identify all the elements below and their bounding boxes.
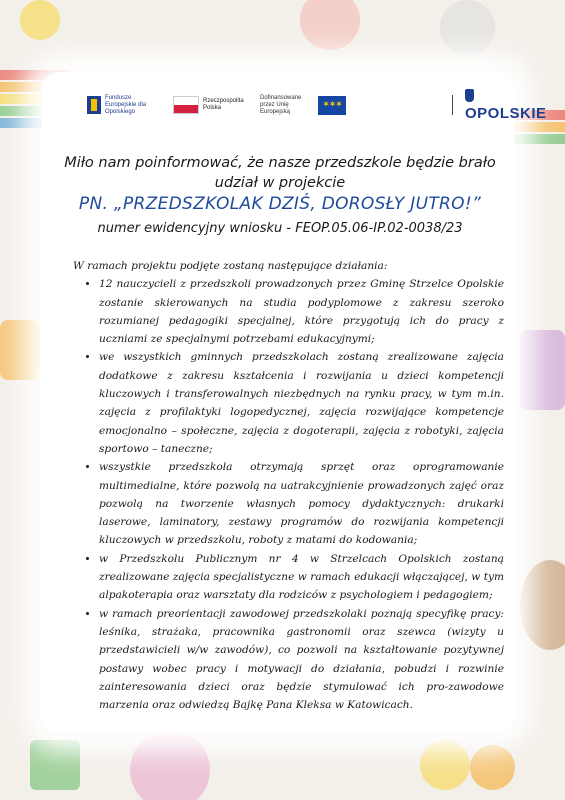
list-item: • we wszystkich gminnych przedszkolach zostaną zrealizowane zajęcia dodatkowe z zakresu kształcenia i rozwijania u dzieci kompetencji kluczowych i transferowalnych niezbędnych na rynku pracy, w tym m.in. zajęcia z profilaktyki logopedycznej, zajęcia rozwijające kompetencje emocjonalno – społeczne, zajęcia z dogoterapii, zajęcia z robotyki, zajęcia sportowo – taneczne; — [99, 348, 504, 458]
rp-logo-text: Rzeczpospolita Polska — [203, 98, 244, 111]
logo-bar — [87, 90, 547, 122]
activities-section — [73, 257, 504, 714]
fe-logo — [87, 90, 157, 120]
toy-orange — [420, 740, 470, 790]
eu-flag-icon: ✶✶✶ — [318, 96, 346, 115]
intro-text: Miło nam poinformować, że nasze przedszkole będzie brało udział w projekcie — [64, 155, 496, 191]
project-title: PN. „PRZEDSZKOLAK DZIŚ, DOROSŁY JUTRO!” — [78, 194, 482, 214]
toy-stripe — [505, 122, 565, 132]
eu-logo — [260, 90, 346, 120]
opolskie-logo — [465, 90, 547, 120]
list-item: • wszystkie przedszkola otrzymają sprzęt oraz oprogramowanie multimedialne, które pozwolą na uatrakcyjnienie prowadzonych zajęć oraz pozwolą na tworzenie własnych pomocy dydaktycznych: drukarki laserowe, laminatory, zestawy programów do rozwijania kompetencji kluczowych w przedszkolu, roboty z matami do kodowania; — [99, 458, 504, 549]
logo-divider — [452, 95, 453, 115]
eu-logo-text: Dofinansowane przez Unię Europejską — [260, 94, 302, 115]
toy-ball — [20, 0, 60, 40]
toy-blocks — [520, 330, 565, 410]
application-number: numer ewidencyjny wniosku - FEOP.05.06-IP.02-0038/23 — [97, 221, 463, 236]
fe-emblem-icon — [87, 96, 101, 114]
opolskie-logo-text: OPOLSKIE — [465, 105, 547, 122]
rp-logo — [173, 90, 247, 120]
toy-stripe — [510, 134, 565, 144]
list-item: • w Przedszkolu Publicznym nr 4 w Strzelcach Opolskich zostaną zrealizowane zajęcia specjalistyczne w ramach edukacji włączającej, w tym alpakoterapia oraz warsztaty dla rodziców z psychologiem i pedagogiem; — [99, 550, 504, 605]
toy-blocks — [0, 320, 40, 380]
toy-robot — [440, 0, 495, 55]
opolskie-emblem-icon — [465, 89, 474, 102]
toy-orange — [470, 745, 515, 790]
polish-flag-icon — [173, 96, 199, 114]
list-item: • 12 nauczycieli z przedszkoli prowadzonych przez Gminę Strzelce Opolskie zostanie skierowanych na studia podyplomowe z zakresu szeroko rozumianej pedagogiki specjalnej, które przygotują ich do pracy z uczniami ze specjalnymi potrzebami edukacyjnymi; — [99, 275, 504, 348]
fe-logo-text: Fundusze Europejskie dla Opolskiego — [105, 94, 147, 115]
activities-list — [73, 275, 504, 714]
list-item: • w ramach preorientacji zawodowej przedszkolaki poznają specyfikę pracy: leśnika, strażaka, pracownika gastronomii oraz szewca (wizyty u przedstawicieli w/w zawodów), co pozwoli na kształtowanie pozytywnej postawy wobec pracy i motywacji do działania, pobudzi i rozwinie zainteresowania dzieci oraz będzie stymulować ich pro-zawodowe marzenia oraz odwiedzą Bajkę Pana Kleksa w Katowicach. — [99, 605, 504, 715]
toy-blocks — [30, 740, 80, 790]
toy-teddy — [520, 560, 565, 650]
toy-ball — [130, 730, 210, 800]
toy-clock — [300, 0, 360, 50]
activities-lead: W ramach projektu podjęte zostaną następujące działania: — [73, 260, 388, 272]
